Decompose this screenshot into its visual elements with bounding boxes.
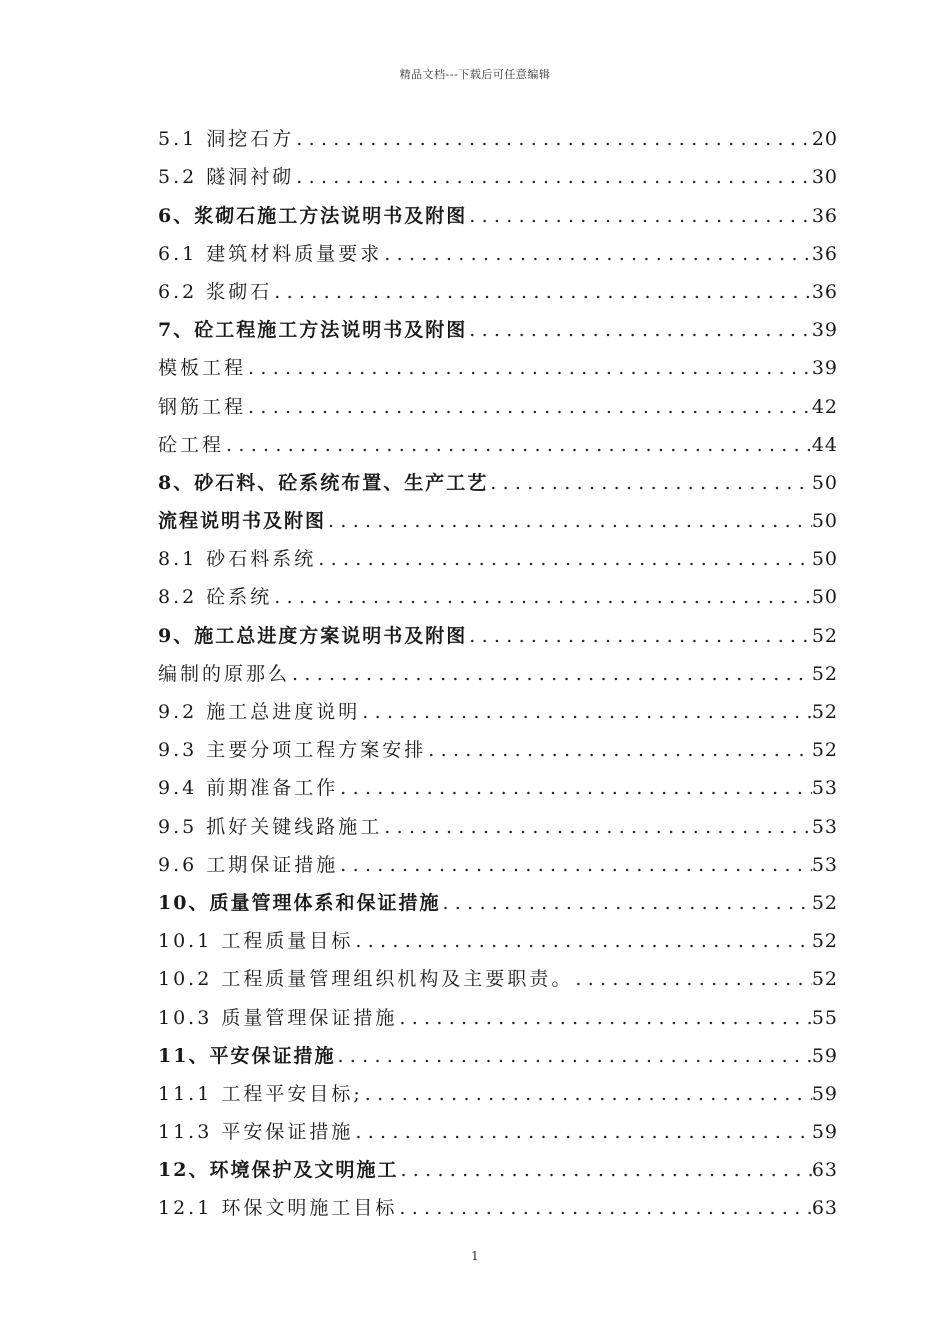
toc-entry[interactable] bbox=[158, 731, 838, 769]
page-header: 精品文档---下载后可任意编辑 bbox=[399, 68, 551, 81]
toc-entry-label: 钢筋工程 bbox=[158, 395, 247, 418]
toc-leader-dots bbox=[337, 1037, 811, 1075]
toc-entry-label: 6.2 浆砌石 bbox=[158, 280, 273, 303]
toc-entry-page: 52 bbox=[811, 662, 838, 685]
toc-entry-page: 59 bbox=[811, 1044, 838, 1067]
toc-entry[interactable] bbox=[158, 578, 838, 616]
toc-entry[interactable] bbox=[158, 1113, 838, 1151]
toc-entry-page: 59 bbox=[811, 1082, 838, 1105]
toc-leader-dots bbox=[355, 1113, 811, 1151]
toc-entry-page: 52 bbox=[811, 624, 838, 647]
toc-entry-page: 42 bbox=[811, 395, 838, 418]
toc-entry[interactable] bbox=[158, 311, 838, 349]
toc-entry[interactable] bbox=[158, 387, 838, 425]
toc-entry-page: 52 bbox=[811, 968, 838, 991]
toc-entry-label: 11.1 工程平安目标; bbox=[158, 1082, 363, 1105]
toc-entry-page: 36 bbox=[811, 242, 838, 265]
toc-entry[interactable] bbox=[158, 464, 838, 502]
toc-entry[interactable] bbox=[158, 884, 838, 922]
toc-entry-label: 8、砂石料、砼系统布置、生产工艺 bbox=[158, 471, 489, 494]
toc-leader-dots bbox=[442, 884, 811, 922]
toc-entry-label: 砼工程 bbox=[158, 433, 225, 456]
toc-entry-page: 52 bbox=[811, 891, 838, 914]
toc-leader-dots bbox=[469, 311, 812, 349]
toc-entry[interactable] bbox=[158, 349, 838, 387]
toc-leader-dots bbox=[400, 1151, 811, 1189]
toc-entry-page: 20 bbox=[811, 128, 838, 151]
toc-entry[interactable] bbox=[158, 693, 838, 731]
page-number: 1 bbox=[471, 1249, 479, 1263]
toc-entry-page: 50 bbox=[811, 548, 838, 571]
toc-entry-page: 50 bbox=[811, 510, 838, 533]
toc-entry-label: 10.3 质量管理保证措施 bbox=[158, 1006, 398, 1029]
toc-entry-label: 11、平安保证措施 bbox=[158, 1044, 336, 1067]
toc-entry[interactable] bbox=[158, 998, 838, 1036]
toc-entry-page: 36 bbox=[811, 204, 838, 227]
toc-leader-dots bbox=[575, 960, 811, 998]
toc-leader-dots bbox=[384, 235, 812, 273]
toc-leader-dots bbox=[469, 617, 812, 655]
toc-entry[interactable] bbox=[158, 807, 838, 845]
toc-entry-page: 44 bbox=[811, 433, 838, 456]
toc-leader-dots bbox=[399, 999, 811, 1037]
toc-leader-dots bbox=[365, 1075, 812, 1113]
toc-entry-page: 39 bbox=[811, 319, 838, 342]
toc-entry-label: 9.5 抓好关键线路施工 bbox=[158, 815, 383, 838]
toc-entry-label: 9.4 前期准备工作 bbox=[158, 777, 339, 800]
toc-leader-dots bbox=[248, 388, 812, 426]
toc-entry-label: 12.1 环保文明施工目标 bbox=[158, 1197, 398, 1220]
toc-leader-dots bbox=[296, 120, 812, 158]
toc-entry-page: 50 bbox=[811, 586, 838, 609]
toc-entry[interactable] bbox=[158, 273, 838, 311]
toc-leader-dots bbox=[296, 158, 812, 196]
toc-entry-label: 10、质量管理体系和保证措施 bbox=[158, 891, 441, 914]
toc-entry[interactable] bbox=[158, 960, 838, 998]
toc-leader-dots bbox=[226, 426, 812, 464]
toc-entry-label: 7、砼工程施工方法说明书及附图 bbox=[158, 319, 468, 342]
toc-leader-dots bbox=[469, 197, 812, 235]
toc-leader-dots bbox=[318, 540, 812, 578]
toc-entry[interactable] bbox=[158, 540, 838, 578]
toc-entry-page: 55 bbox=[811, 1006, 838, 1029]
toc-entry[interactable] bbox=[158, 1189, 838, 1227]
toc-entry[interactable] bbox=[158, 846, 838, 884]
toc-entry[interactable] bbox=[158, 1151, 838, 1189]
toc-entry-page: 53 bbox=[811, 777, 838, 800]
toc-entry-page: 52 bbox=[811, 701, 838, 723]
toc-entry[interactable] bbox=[158, 655, 838, 693]
toc-entry-page: 63 bbox=[811, 1197, 838, 1220]
toc-leader-dots bbox=[355, 922, 811, 960]
toc-entry-label: 10.2 工程质量管理组织机构及主要职责。 bbox=[158, 968, 574, 991]
toc-entry-label: 9、施工总进度方案说明书及附图 bbox=[158, 624, 468, 647]
toc-entry-label: 编制的原那么 bbox=[158, 662, 291, 685]
toc-entry[interactable] bbox=[158, 120, 838, 158]
toc-entry-page: 53 bbox=[811, 815, 838, 838]
toc-entry-label: 流程说明书及附图 bbox=[158, 510, 327, 533]
toc-entry-page: 39 bbox=[811, 357, 838, 380]
toc-entry[interactable] bbox=[158, 502, 838, 540]
toc-entry-label: 9.6 工期保证措施 bbox=[158, 853, 339, 876]
toc-leader-dots bbox=[399, 1189, 811, 1227]
toc-leader-dots bbox=[248, 349, 812, 387]
toc-entry-label: 模板工程 bbox=[158, 357, 247, 380]
toc-entry-page: 59 bbox=[811, 1121, 838, 1144]
toc-leader-dots bbox=[274, 578, 812, 616]
toc-leader-dots bbox=[428, 731, 812, 769]
toc-entry-label: 6.1 建筑材料质量要求 bbox=[158, 242, 383, 265]
toc-leader-dots bbox=[292, 655, 812, 693]
toc-entry-page: 63 bbox=[811, 1159, 838, 1182]
toc-entry-label: 10.1 工程质量目标 bbox=[158, 930, 354, 953]
toc-entry-page: 52 bbox=[811, 930, 838, 953]
toc-entry-page: 50 bbox=[811, 471, 838, 494]
toc-entry[interactable] bbox=[158, 426, 838, 464]
toc-leader-dots bbox=[362, 693, 812, 731]
toc-entry-label: 6、浆砌石施工方法说明书及附图 bbox=[158, 204, 468, 227]
toc-leader-dots bbox=[340, 769, 812, 807]
toc-entry-label: 11.3 平安保证措施 bbox=[158, 1121, 354, 1144]
toc-entry[interactable] bbox=[158, 922, 838, 960]
toc-entry-label: 8.1 砂石料系统 bbox=[158, 548, 317, 571]
toc-entry-label: 8.2 砼系统 bbox=[158, 586, 273, 609]
toc-leader-dots bbox=[274, 273, 812, 311]
toc-entry-label: 9.3 主要分项工程方案安排 bbox=[158, 739, 427, 762]
toc-leader-dots bbox=[384, 808, 812, 846]
toc-entry-page: 52 bbox=[811, 739, 838, 762]
toc-entry-label: 9.2 施工总进度说明 bbox=[158, 701, 361, 723]
toc-entry-label: 5.2 隧洞衬砌 bbox=[158, 166, 295, 189]
toc-entry[interactable] bbox=[158, 196, 838, 234]
toc-entry-label: 5.1 洞挖石方 bbox=[158, 128, 295, 151]
toc-entry-label: 12、环境保护及文明施工 bbox=[158, 1159, 399, 1182]
toc-leader-dots bbox=[490, 464, 812, 502]
toc-leader-dots bbox=[340, 846, 812, 884]
toc-entry[interactable] bbox=[158, 1037, 838, 1075]
toc-entry-page: 36 bbox=[811, 280, 838, 303]
toc-leader-dots bbox=[328, 502, 812, 540]
toc-entry[interactable] bbox=[158, 616, 838, 654]
toc-entry-page: 30 bbox=[811, 166, 838, 189]
toc-entry[interactable] bbox=[158, 235, 838, 273]
toc-entry[interactable] bbox=[158, 1075, 838, 1113]
toc-entry-page: 53 bbox=[811, 853, 838, 876]
toc-entry[interactable] bbox=[158, 769, 838, 807]
toc-entry[interactable] bbox=[158, 158, 838, 196]
table-of-contents bbox=[158, 120, 838, 1227]
